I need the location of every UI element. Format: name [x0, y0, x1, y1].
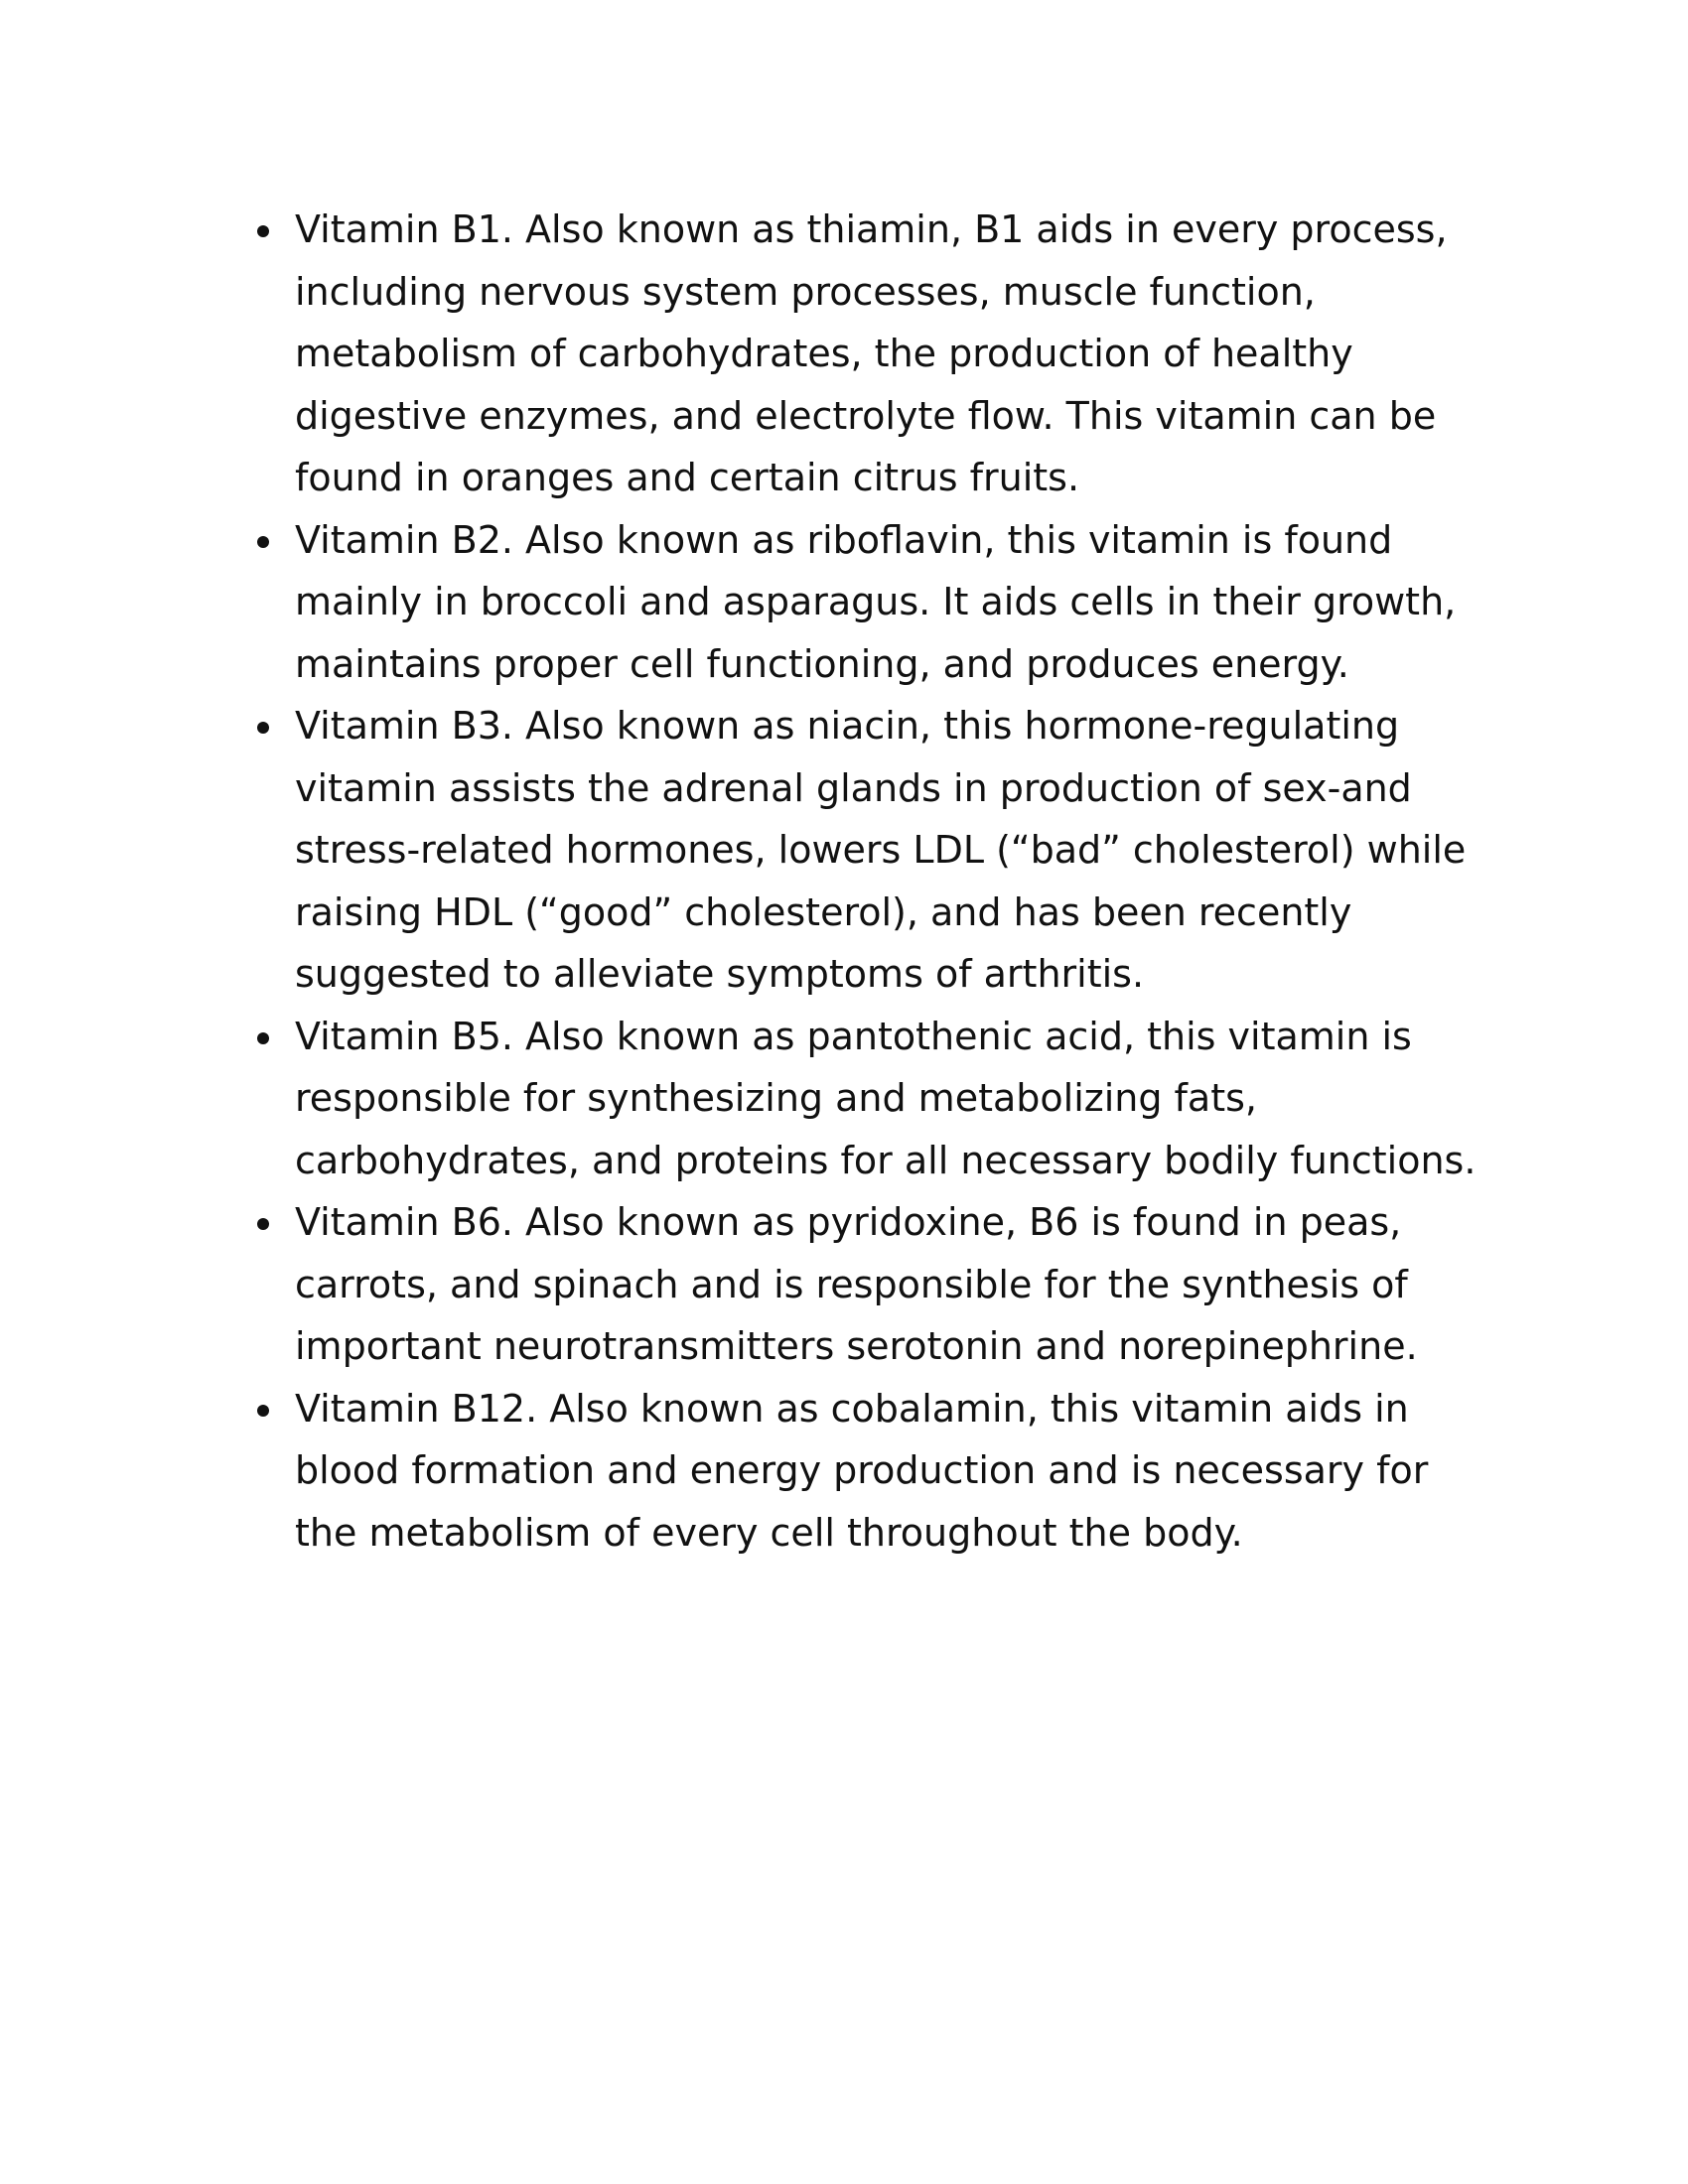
list-item-vitamin-b1	[295, 199, 1486, 509]
list-item-text: Vitamin B6. Also known as pyridoxine, B6 is found in peas, carrots, and spinach and is responsible for the synthesis of important neurotransmitters serotonin and norepinephrine.	[295, 1200, 1418, 1368]
bullet-icon	[257, 722, 269, 734]
list-item-text: Vitamin B1. Also known as thiamin, B1 aids in every process, including nervous system processes, muscle function, metabolism of carbohydrates, the production of healthy digestive enzymes, and electrolyte flow. This vitamin can be found in oranges and certain citrus fruits.	[295, 207, 1448, 499]
list-item-vitamin-b5	[295, 1006, 1486, 1192]
vitamin-list	[295, 199, 1486, 1564]
list-item-vitamin-b3	[295, 695, 1486, 1006]
list-item-vitamin-b12	[295, 1378, 1486, 1565]
list-item-text: Vitamin B2. Also known as riboflavin, this vitamin is found mainly in broccoli and asparagus. It aids cells in their growth, maintains proper cell functioning, and produces energy.	[295, 517, 1457, 686]
bullet-icon	[257, 536, 269, 548]
list-item-vitamin-b6	[295, 1191, 1486, 1378]
list-item-text: Vitamin B12. Also known as cobalamin, this vitamin aids in blood formation and energy production and is necessary for the metabolism of every cell throughout the body.	[295, 1386, 1429, 1555]
bullet-icon	[257, 225, 269, 237]
bullet-icon	[257, 1032, 269, 1044]
bullet-icon	[257, 1405, 269, 1417]
list-item-vitamin-b2	[295, 509, 1486, 696]
list-item-text: Vitamin B3. Also known as niacin, this hormone-regulating vitamin assists the adrenal glands in production of sex-and stress-related hormones, lowers LDL (“bad” cholesterol) while raising HDL (“good” cholesterol), and has been recently suggested to alleviate symptoms of arthritis.	[295, 704, 1467, 996]
bullet-icon	[257, 1218, 269, 1230]
list-item-text: Vitamin B5. Also known as pantothenic acid, this vitamin is responsible for synthesizing and metabolizing fats, carbohydrates, and proteins for all necessary bodily functions.	[295, 1014, 1477, 1182]
